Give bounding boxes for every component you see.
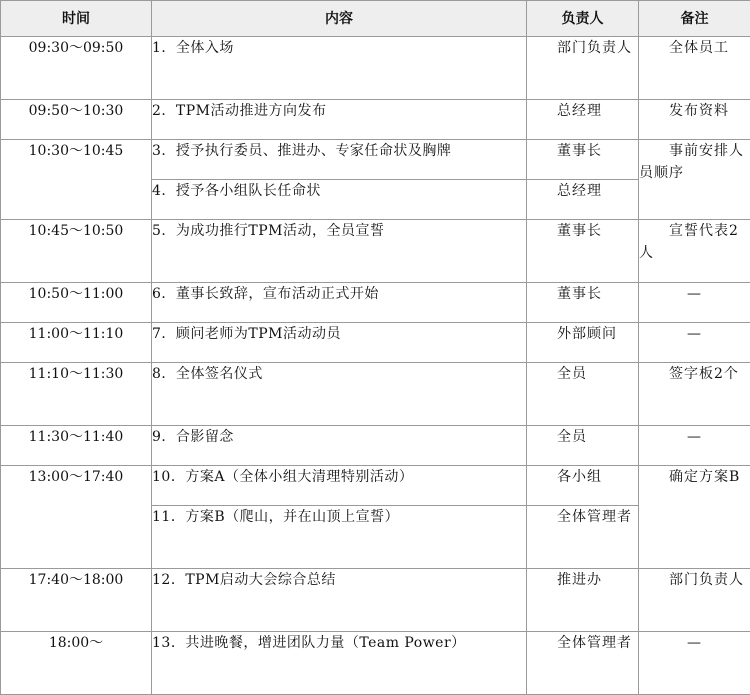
note-cell: 发布资料: [639, 100, 750, 140]
time-cell: 13:00～17:40: [1, 466, 152, 569]
note-cell: —: [639, 323, 750, 363]
time-cell: 17:40～18:00: [1, 569, 152, 632]
header-owner: 负责人: [527, 1, 639, 37]
content-cell: 13．共进晚餐，增进团队力量（Team Power）: [152, 632, 527, 695]
content-cell: 12．TPM启动大会综合总结: [152, 569, 527, 632]
content-cell: 1．全体入场: [152, 37, 527, 100]
note-cell: 签字板2个: [639, 363, 750, 426]
time-cell: 11:30～11:40: [1, 426, 152, 466]
note-cell: —: [639, 283, 750, 323]
table-row: [1, 466, 750, 506]
time-cell: 10:45～10:50: [1, 220, 152, 283]
owner-cell: 董事长: [527, 140, 639, 180]
content-cell: 5．为成功推行TPM活动，全员宣誓: [152, 220, 527, 283]
owner-cell: 董事长: [527, 220, 639, 283]
owner-cell: 推进办: [527, 569, 639, 632]
content-cell: 10．方案A（全体小组大清理特别活动）: [152, 466, 527, 506]
time-cell: 11:10～11:30: [1, 363, 152, 426]
note-cell: 确定方案B: [639, 466, 750, 569]
note-cell: 宣誓代表2人: [639, 220, 750, 283]
time-cell: 10:50～11:00: [1, 283, 152, 323]
owner-cell: 各小组: [527, 466, 639, 506]
table-row: [1, 632, 750, 695]
owner-cell: 部门负责人: [527, 37, 639, 100]
table-row: [1, 37, 750, 100]
owner-cell: 全体管理者: [527, 506, 639, 569]
note-cell: 全体员工: [639, 37, 750, 100]
time-cell: 18:00～: [1, 632, 152, 695]
table-row: [1, 363, 750, 426]
table-row: [1, 220, 750, 283]
owner-cell: 全体管理者: [527, 632, 639, 695]
table-row: [1, 426, 750, 466]
note-cell: 事前安排人员顺序: [639, 140, 750, 220]
note-cell: —: [639, 632, 750, 695]
time-cell: 11:00～11:10: [1, 323, 152, 363]
content-cell: 9．合影留念: [152, 426, 527, 466]
content-cell: 2．TPM活动推进方向发布: [152, 100, 527, 140]
time-cell: 10:30～10:45: [1, 140, 152, 220]
time-cell: 09:50～10:30: [1, 100, 152, 140]
header-content: 内容: [152, 1, 527, 37]
owner-cell: 总经理: [527, 100, 639, 140]
header-time: 时间: [1, 1, 152, 37]
content-cell: 3．授予执行委员、推进办、专家任命状及胸牌: [152, 140, 527, 180]
owner-cell: 全员: [527, 426, 639, 466]
content-cell: 4．授予各小组队长任命状: [152, 180, 527, 220]
owner-cell: 总经理: [527, 180, 639, 220]
note-cell: —: [639, 426, 750, 466]
header-note: 备注: [639, 1, 750, 37]
table-row: [1, 100, 750, 140]
content-cell: 8．全体签名仪式: [152, 363, 527, 426]
owner-cell: 董事长: [527, 283, 639, 323]
time-cell: 09:30～09:50: [1, 37, 152, 100]
content-cell: 11．方案B（爬山，并在山顶上宣誓）: [152, 506, 527, 569]
owner-cell: 外部顾问: [527, 323, 639, 363]
table-row: [1, 323, 750, 363]
table-row: [1, 283, 750, 323]
table-row: [1, 569, 750, 632]
content-cell: 6．董事长致辞，宣布活动正式开始: [152, 283, 527, 323]
note-cell: 部门负责人: [639, 569, 750, 632]
table-row: [1, 140, 750, 180]
content-cell: 7．顾问老师为TPM活动动员: [152, 323, 527, 363]
header-row: [1, 1, 750, 37]
owner-cell: 全员: [527, 363, 639, 426]
